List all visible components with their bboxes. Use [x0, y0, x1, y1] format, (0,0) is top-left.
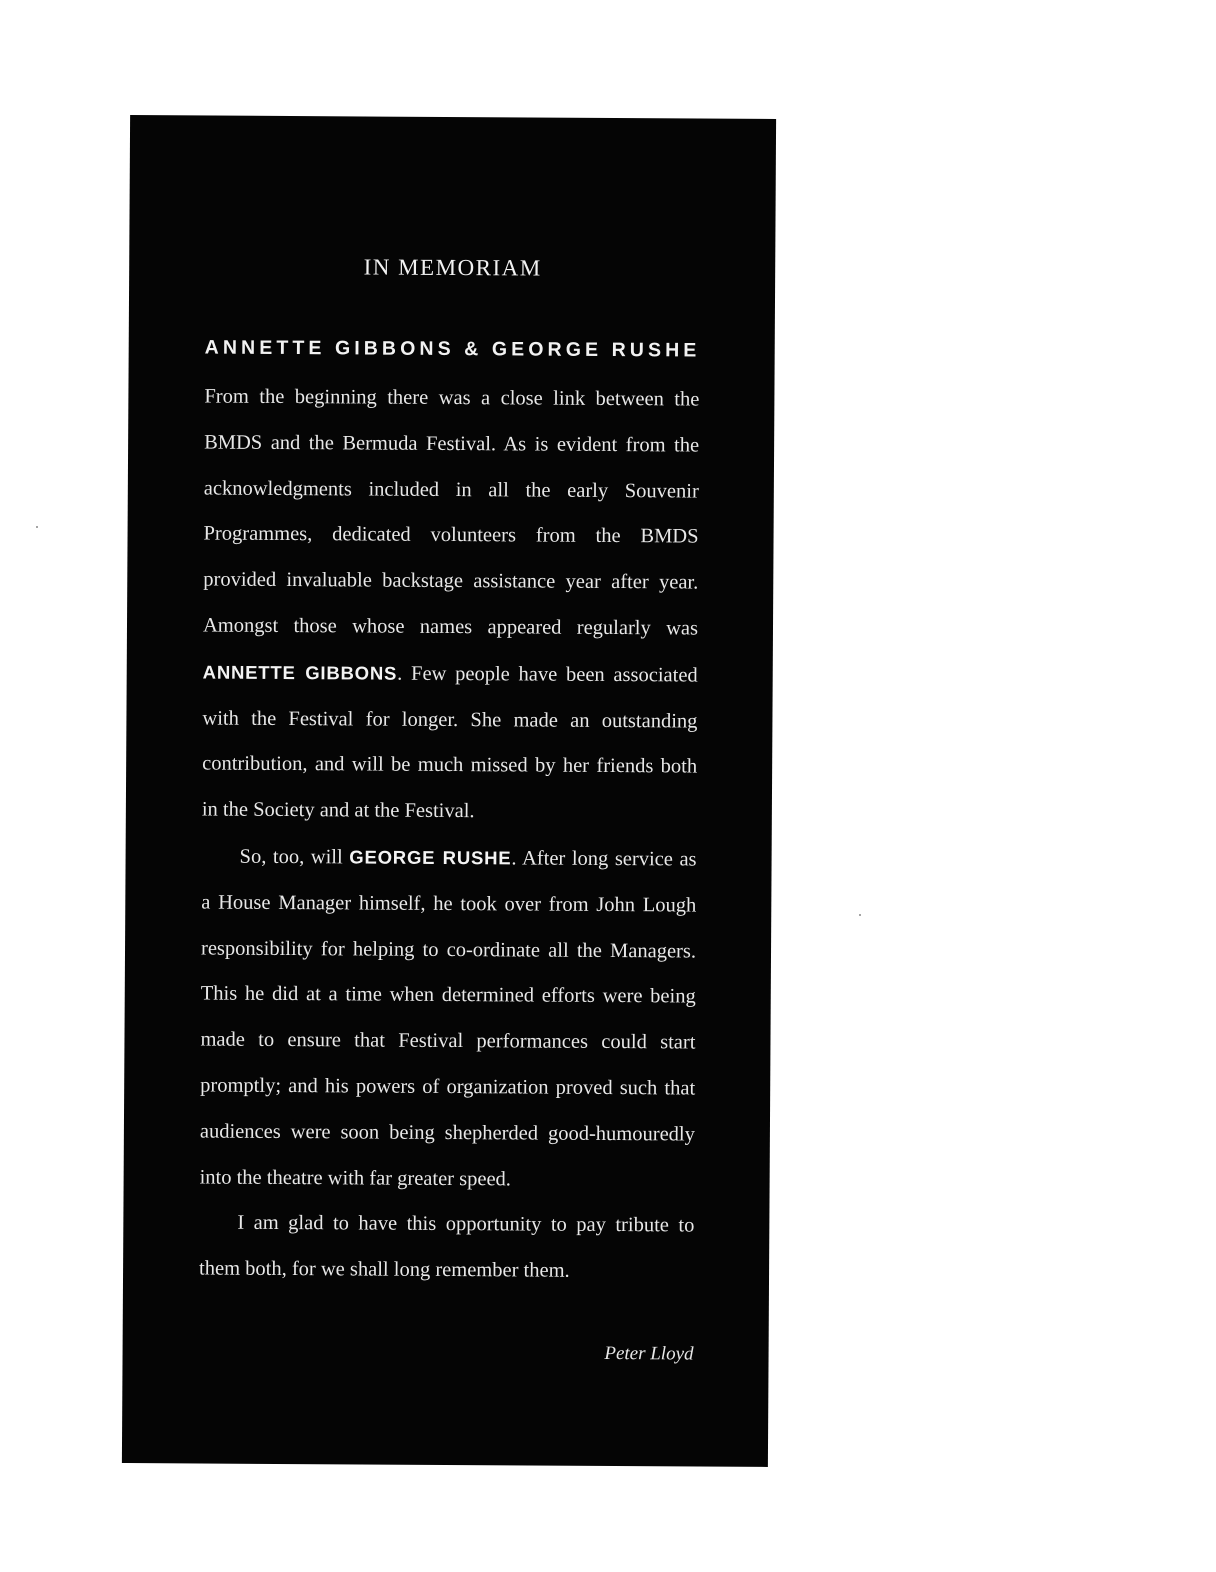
scan-speck: [859, 914, 861, 916]
paragraph-text: . After long service as a House Manager himself, he took over from John Lough responsibility for helping to co-ordinate all the Managers. This he did at a time when determined efforts were being made to ensure that Festival performances could start promptly; and his powers of organization proved such that audiences were soon being shepherded good-humouredly into the theatre with far greater speed.: [199, 847, 697, 1190]
paragraph-text: I am glad to have this opportunity to pay tribute to them both, for we shall long remember them.: [199, 1212, 695, 1282]
paragraph-george: [199, 833, 696, 1203]
name-george-rushe: GEORGE RUSHE: [349, 846, 512, 869]
paragraph-text: . Few people have been associated with the Festival for longer. She made an outstanding contribution, and will be much missed by her friends both in the Society and at the Festival.: [201, 662, 698, 823]
paragraph-text: So, too, will: [239, 845, 350, 869]
signature: Peter Lloyd: [604, 1342, 694, 1365]
page-title: IN MEMORIAM: [363, 254, 542, 281]
memoriam-panel: [122, 115, 776, 1467]
name-annette-gibbons: ANNETTE GIBBONS: [202, 661, 398, 684]
scan-speck: [36, 526, 38, 528]
tribute-body: [199, 374, 700, 1295]
names-heading: ANNETTE GIBBONS & GEORGE RUSHE: [204, 336, 701, 362]
paragraph-annette: [202, 374, 700, 836]
paragraph-text: From the beginning there was a close link between the BMDS and the Bermuda Festival. As is evident from the acknowledgments included in all the early Souvenir Programmes, dedicated volunteers from the BMDS provided invaluable backstage assistance year after year. Amongst those whose names appeared regularly was: [202, 385, 700, 640]
paragraph-closing: [199, 1201, 695, 1296]
memoriam-content: [199, 116, 701, 1365]
